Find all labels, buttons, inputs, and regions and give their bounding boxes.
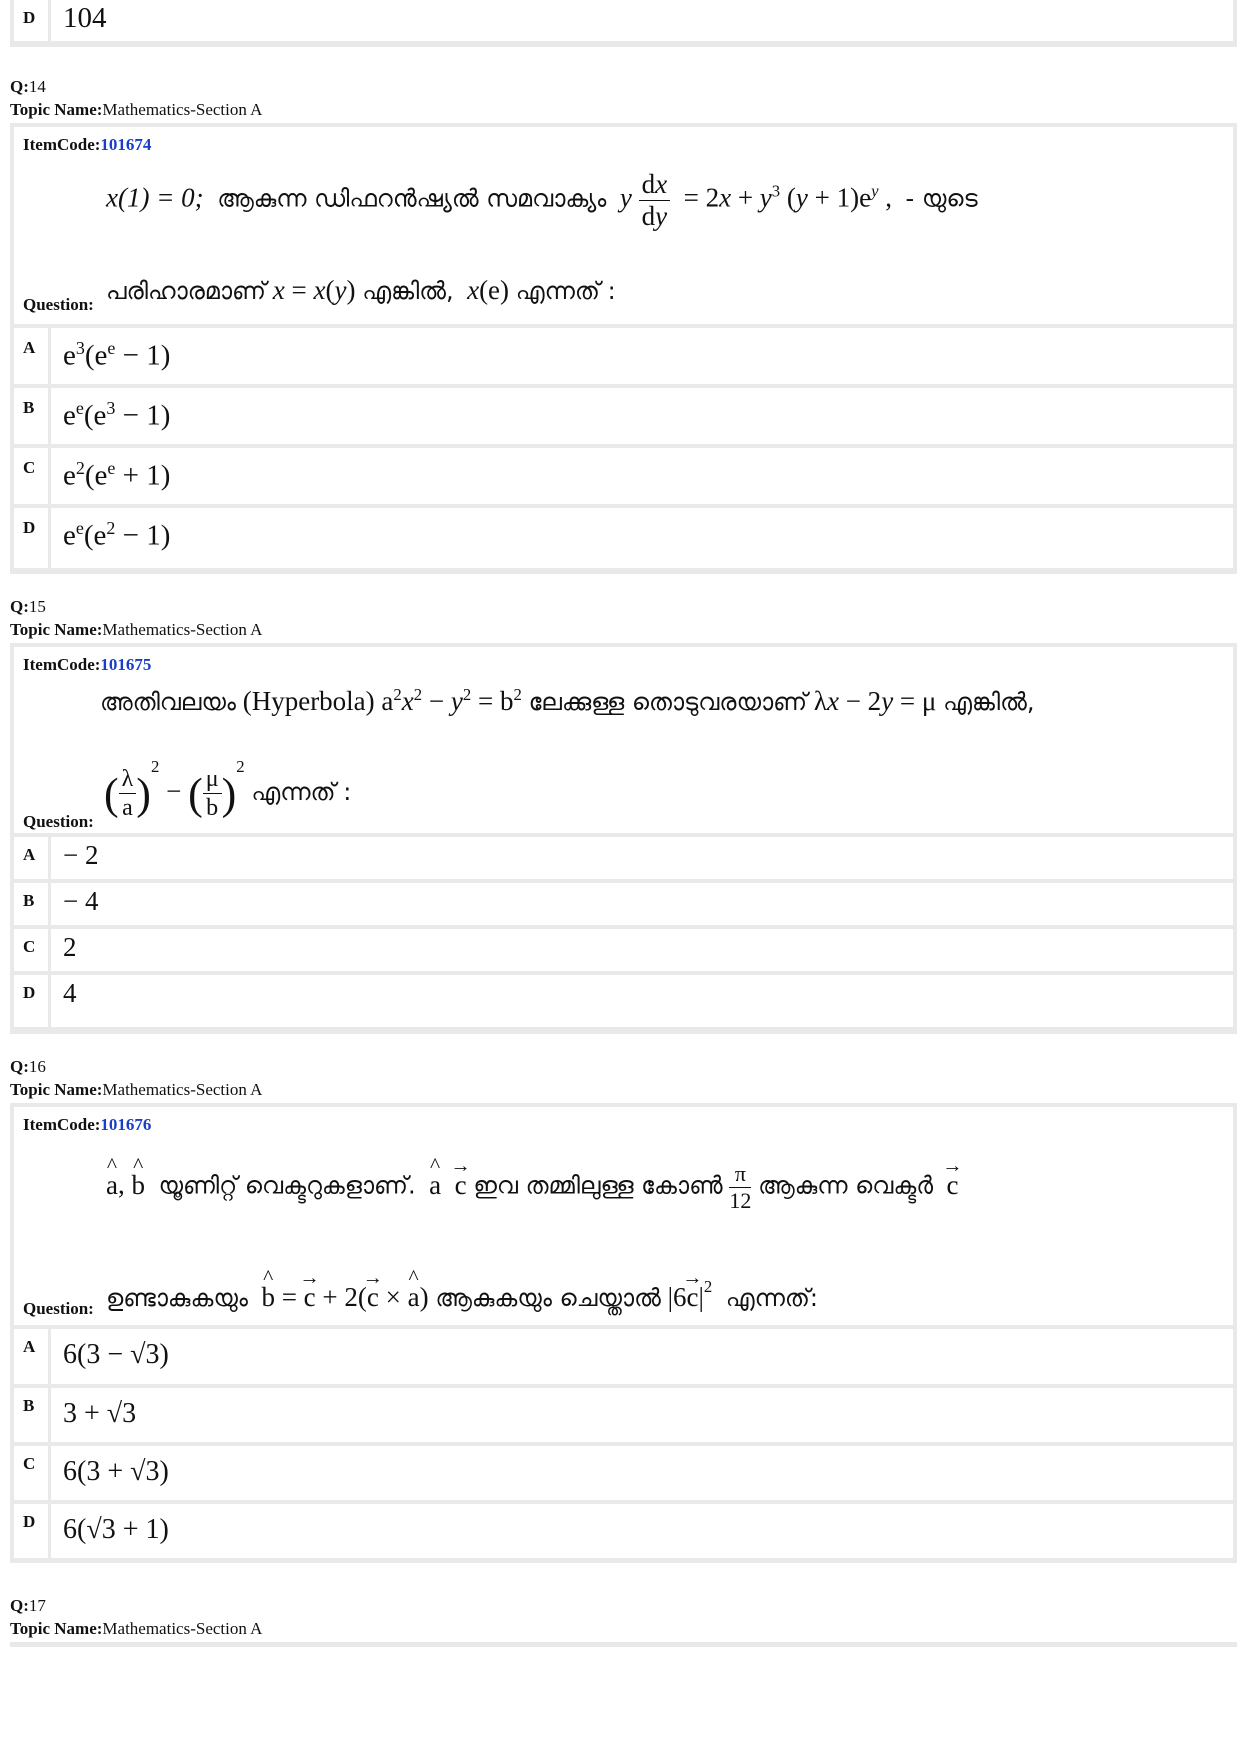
stem-line-2: പരിഹാരമാണ് x = x(y) എങ്കിൽ, x(e) എന്നത് : [106, 275, 616, 305]
option-value: − 2 [63, 840, 99, 870]
option-value: 2 [63, 932, 77, 962]
question-label: Question: [23, 812, 94, 831]
stem-line-2: ഉണ്ടാകുകയും ^ b = → c + 2(→ c × ^ a) ആകുകയും ചെയ്താൽ $|6\to c|^2$ എന്നത്: [106, 1277, 818, 1313]
option-label: D [23, 1512, 36, 1531]
topic-name: Topic Name:Mathematics-Section A [10, 1080, 263, 1099]
option-row [14, 883, 1233, 925]
option-label: A [23, 1337, 36, 1356]
option-value: $e^e(e^2 - 1)$ [63, 518, 171, 552]
option-value: 3 + √3 [63, 1398, 137, 1429]
option-row [14, 388, 1233, 444]
option-row [14, 975, 1233, 1027]
topic-name: Topic Name:Mathematics-Section A [10, 620, 263, 639]
question-label: Question: [23, 295, 94, 314]
option-value: 6(√3 + 1) [63, 1514, 169, 1545]
option-label: A [23, 338, 36, 357]
question-stem [14, 1107, 1233, 1325]
option-value: − 4 [63, 886, 99, 916]
question-box [10, 643, 1237, 1034]
option-row [14, 1446, 1233, 1500]
option-row [14, 328, 1233, 384]
stem-line-1: ^ a, ^ b യൂണിറ്റ് വെക്ടറുകളാണ്. ^ a → c ഇവ തമ്മിലുള്ള കോൺ $\frac{\pi}{12}$ ആകുന്ന വെക്ടർ → c [106, 1163, 959, 1212]
topic-name: Topic Name:Mathematics-Section A [10, 100, 263, 119]
option-label: C [23, 458, 36, 477]
option-row [14, 1329, 1233, 1384]
option-label: B [23, 891, 35, 910]
option-row [14, 448, 1233, 504]
option-value: 104 [63, 2, 107, 34]
item-code: ItemCode:101674 [23, 135, 152, 154]
option-value: 4 [63, 978, 77, 1008]
topic-name: Topic Name:Mathematics-Section A [10, 1619, 263, 1638]
option-value: 6(3 + √3) [63, 1456, 169, 1487]
question-box-top [10, 1642, 1237, 1647]
question-number: Q:15 [10, 597, 46, 616]
question-box [10, 1103, 1237, 1563]
option-value: $e^e(e^3 - 1)$ [63, 398, 171, 432]
prev-options-box [10, 0, 1237, 47]
option-label: D [23, 8, 36, 27]
stem-line-2: ( $\frac{\lambda}{a}$ )$^2$ − ( $\frac{\mu}{b}$ )$^2$ എന്നത് : [104, 757, 352, 822]
question-stem [14, 647, 1233, 833]
question-label: Question: [23, 1299, 94, 1318]
option-row [14, 837, 1233, 879]
stem-line-1: x(1) = 0; ആകുന്ന ഡിഫറൻഷ്യൽ സമവാക്യം y $\frac{dx}{dy}$ = $2x + y^3$ $(y + 1)e^y$ , - യുടെ [106, 169, 978, 231]
item-code: ItemCode:101675 [23, 655, 152, 674]
item-code: ItemCode:101676 [23, 1115, 152, 1134]
question-box [10, 123, 1237, 574]
option-value: $e^2(e^e + 1)$ [63, 458, 171, 492]
question-number: Q:17 [10, 1596, 46, 1615]
option-label: D [23, 518, 36, 537]
question-number: Q:16 [10, 1057, 46, 1076]
option-label: A [23, 845, 36, 864]
option-row [14, 0, 1233, 41]
stem-line-1: അതിവലയം (Hyperbola) $a^2x^2 - y^2 = b^2$ ലേക്കുള്ള തൊടുവരയാണ് λx − 2y = μ എങ്കിൽ, [100, 685, 1035, 716]
option-row [14, 1388, 1233, 1442]
option-row [14, 1504, 1233, 1558]
option-value: 6(3 − √3) [63, 1339, 169, 1370]
option-value: $e^3(e^e - 1)$ [63, 338, 171, 372]
option-row [14, 929, 1233, 971]
option-row [14, 508, 1233, 568]
option-label: D [23, 983, 36, 1002]
option-label: B [23, 398, 35, 417]
option-label: C [23, 937, 36, 956]
question-stem [14, 127, 1233, 324]
option-label: C [23, 1454, 36, 1473]
option-label: B [23, 1396, 35, 1415]
question-number: Q:14 [10, 77, 46, 96]
